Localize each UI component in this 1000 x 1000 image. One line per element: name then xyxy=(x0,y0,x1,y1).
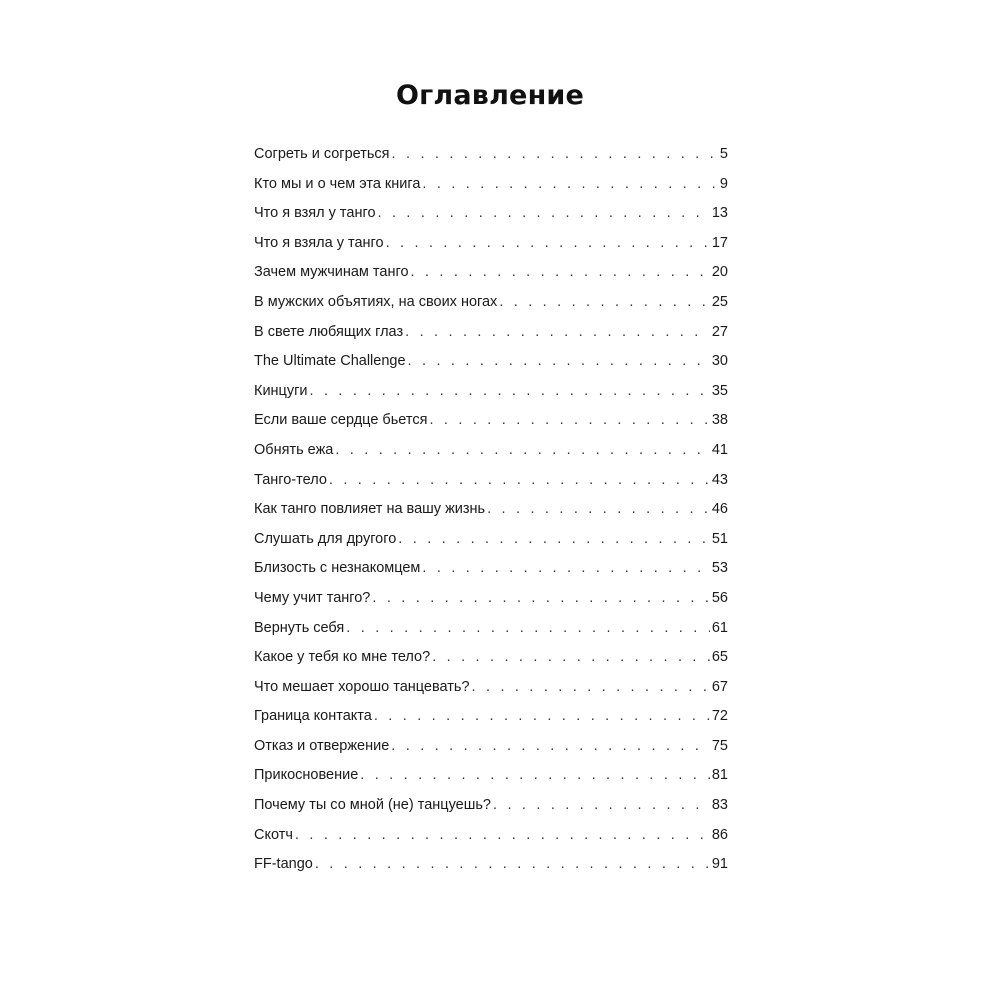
toc-page-number: 83 xyxy=(711,797,728,814)
toc-entry xyxy=(254,732,728,762)
toc-entry xyxy=(254,495,728,525)
toc-leader-dots xyxy=(329,466,710,496)
toc-entry xyxy=(254,614,728,644)
toc-entry-title: Почему ты со мной (не) танцуешь? xyxy=(254,797,491,814)
toc-page-number: 91 xyxy=(711,856,728,873)
toc-leader-dots xyxy=(493,791,710,821)
toc-entry-title: Что я взяла у танго xyxy=(254,234,384,251)
toc-entry xyxy=(254,199,728,229)
toc-entry-title: Танго-тело xyxy=(254,471,327,488)
toc-entry-title: The Ultimate Challenge xyxy=(254,353,406,370)
toc-entry xyxy=(254,436,728,466)
toc-entry xyxy=(254,702,728,732)
toc-page-number: 51 xyxy=(711,530,728,547)
toc-list xyxy=(254,140,728,880)
toc-entry-title: Граница контакта xyxy=(254,708,372,725)
toc-leader-dots xyxy=(422,554,709,584)
toc-page-number: 35 xyxy=(711,382,728,399)
toc-leader-dots xyxy=(432,643,710,673)
toc-entry xyxy=(254,525,728,555)
toc-entry xyxy=(254,288,728,318)
toc-page-number: 27 xyxy=(711,323,728,340)
toc-page-number: 41 xyxy=(711,441,728,458)
toc-entry-title: Как танго повлияет на вашу жизнь xyxy=(254,501,486,518)
toc-entry-title: В мужских объятиях, на своих ногах xyxy=(254,293,498,310)
toc-entry-title: Вернуть себя xyxy=(254,619,345,636)
toc-page-number: 5 xyxy=(719,146,728,162)
toc-page-number: 43 xyxy=(711,471,728,488)
toc-leader-dots xyxy=(392,140,718,170)
toc-leader-dots xyxy=(360,761,710,791)
toc-page-number: 56 xyxy=(711,589,728,606)
toc-entry xyxy=(254,258,728,288)
toc-leader-dots xyxy=(378,199,710,229)
toc-page-number: 25 xyxy=(711,293,728,310)
toc-leader-dots xyxy=(499,288,710,318)
toc-entry-title: Отказ и отвержение xyxy=(254,737,390,754)
toc-entry xyxy=(254,761,728,791)
toc-entry xyxy=(254,673,728,703)
toc-entry xyxy=(254,229,728,259)
toc-page-number: 81 xyxy=(711,767,728,784)
toc-page-number: 61 xyxy=(711,619,728,636)
toc-leader-dots xyxy=(408,347,710,377)
toc-entry-title: Какое у тебя ко мне тело? xyxy=(254,649,431,666)
toc-entry xyxy=(254,821,728,851)
toc-entry-title: В свете любящих глаз xyxy=(254,323,404,340)
toc-entry-title: Прикосновение xyxy=(254,767,359,784)
toc-leader-dots xyxy=(310,377,710,407)
toc-leader-dots xyxy=(398,525,710,555)
toc-leader-dots xyxy=(405,318,710,348)
toc-leader-dots xyxy=(386,229,710,259)
toc-entry-title: Скотч xyxy=(254,826,293,843)
toc-page-number: 30 xyxy=(711,353,728,370)
toc-leader-dots xyxy=(295,821,710,851)
toc-leader-dots xyxy=(374,702,710,732)
toc-entry-title: Согреть и согреться xyxy=(254,146,390,162)
toc-leader-dots xyxy=(429,406,709,436)
toc-leader-dots xyxy=(391,732,710,762)
toc-entry xyxy=(254,791,728,821)
toc-leader-dots xyxy=(487,495,710,525)
toc-leader-dots xyxy=(411,258,710,288)
toc-page-number: 72 xyxy=(711,708,728,725)
toc-page-number: 20 xyxy=(711,264,728,281)
toc-entry-title: Что я взял у танго xyxy=(254,205,376,222)
toc-entry xyxy=(254,584,728,614)
toc-entry-title: Слушать для другого xyxy=(254,530,397,547)
toc-page-number: 65 xyxy=(711,649,728,666)
toc-entry xyxy=(254,554,728,584)
toc-page-number: 53 xyxy=(711,560,728,577)
toc-page-number: 75 xyxy=(711,737,728,754)
toc-entry xyxy=(254,140,728,170)
toc-page-number: 17 xyxy=(711,234,728,251)
toc-page-number: 38 xyxy=(711,412,728,429)
toc-leader-dots xyxy=(346,614,710,644)
toc-page-number: 9 xyxy=(719,175,728,192)
toc-entry xyxy=(254,850,728,880)
toc-leader-dots xyxy=(422,170,718,200)
toc-entry xyxy=(254,643,728,673)
toc-entry-title: Зачем мужчинам танго xyxy=(254,264,409,281)
toc-entry-title: Кинцуги xyxy=(254,382,308,399)
toc-entry-title: Обнять ежа xyxy=(254,441,334,458)
toc-entry-title: Кто мы и о чем эта книга xyxy=(254,175,421,192)
toc-entry xyxy=(254,406,728,436)
toc-entry-title: Близость с незнакомцем xyxy=(254,560,421,577)
toc-page-number: 86 xyxy=(711,826,728,843)
toc-leader-dots xyxy=(335,436,710,466)
toc-entry xyxy=(254,347,728,377)
toc-page-number: 13 xyxy=(711,205,728,222)
toc-page-number: 46 xyxy=(711,501,728,518)
toc-leader-dots xyxy=(372,584,709,614)
toc-entry-title: Что мешает хорошо танцевать? xyxy=(254,678,470,695)
toc-entry xyxy=(254,466,728,496)
toc-leader-dots xyxy=(315,850,710,880)
toc-entry-title: Чему учит танго? xyxy=(254,589,371,606)
toc-entry xyxy=(254,318,728,348)
toc-entry xyxy=(254,170,728,200)
toc-entry-title: FF-tango xyxy=(254,856,313,873)
toc-page-number: 67 xyxy=(711,678,728,695)
toc-entry xyxy=(254,377,728,407)
page-title: Оглавление xyxy=(395,80,585,111)
toc-leader-dots xyxy=(472,673,710,703)
toc-entry-title: Если ваше сердце бьется xyxy=(254,412,428,429)
